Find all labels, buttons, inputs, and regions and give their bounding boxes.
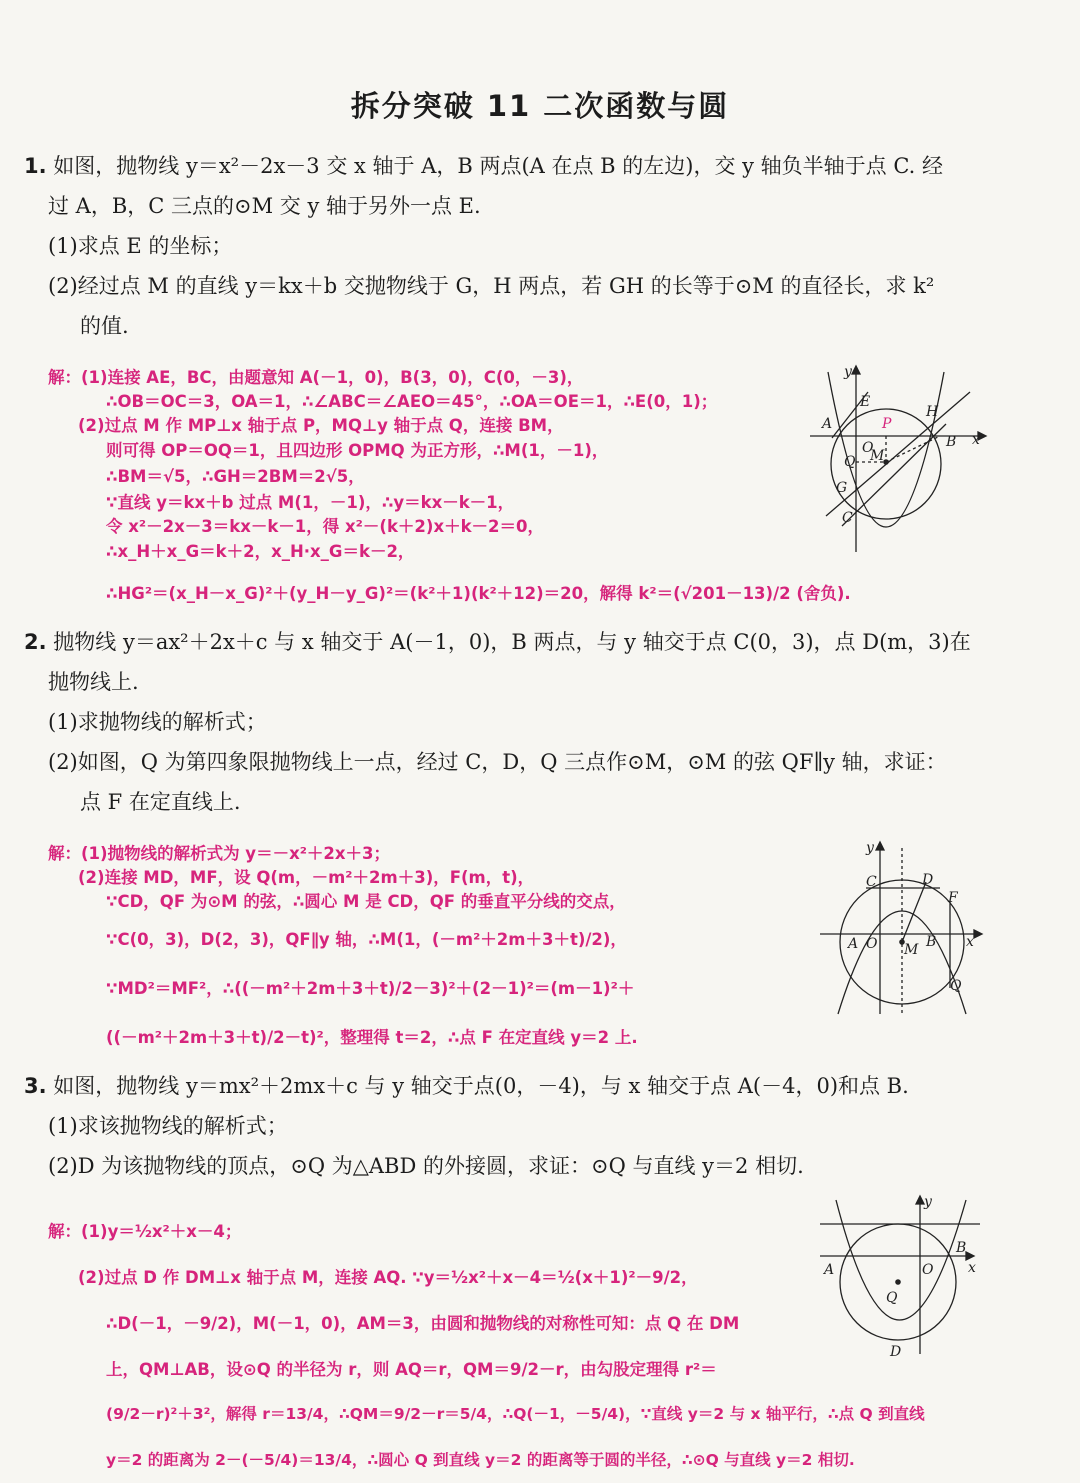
figure-3	[816, 1190, 984, 1360]
solution-1-line-3: (2)过点 M 作 MP⊥x 轴于点 P，MQ⊥y 轴于点 Q，连接 BM，	[78, 416, 564, 435]
page-title: 拆分突破 11 二次函数与圆	[350, 89, 730, 123]
figure-1	[808, 362, 990, 560]
label-q: Q	[844, 454, 856, 470]
solution-2-line-2: (2)连接 MD，MF，设 Q(m，－m²＋2m＋3)，F(m，t)，	[78, 868, 535, 887]
y-axis-arrow	[916, 1196, 924, 1204]
problem-1-part-1: (1)求点 E 的坐标；	[48, 234, 233, 258]
y-axis-arrow	[876, 842, 884, 850]
label-d: D	[922, 872, 934, 888]
label-g: G	[836, 480, 848, 496]
label-m: M	[904, 942, 919, 958]
solution-1-line-6: ∵直线 y＝kx＋b 过点 M(1，－1)，∴y＝kx－k－1，	[106, 493, 515, 512]
solution-1-line-9: ∴HG²＝(x_H－x_G)²＋(y_H－y_G)²＝(k²＋1)(k²＋12)＝20，解得 k²＝(√201－13)/2 (舍负).	[106, 584, 851, 603]
label-x: x	[972, 432, 980, 448]
point-q	[895, 1279, 901, 1285]
label-y: y	[924, 1194, 932, 1210]
solution-3-line-3: ∴D(－1，－9/2)，M(－1，0)，AM＝3，由圆和抛物线的对称性可知：点 Q 在 DM	[106, 1314, 740, 1333]
label-o: O	[922, 1262, 934, 1278]
problem-1-part-2-cont: 的值.	[80, 314, 129, 338]
label-o: O	[866, 936, 878, 952]
solution-1-line-1: 解：(1)连接 AE，BC，由题意知 A(－1，0)，B(3，0)，C(0，－3)，	[48, 368, 584, 387]
label-x: x	[966, 934, 974, 950]
label-m: M	[870, 448, 885, 464]
label-b: B	[946, 434, 957, 450]
solution-3-line-5: (9/2－r)²＋3²，解得 r＝13/4，∴QM＝9/2－r＝5/4，∴Q(－1，－5/4)，∵直线 y＝2 与 x 轴平行，∴点 Q 到直线	[106, 1405, 925, 1423]
label-x: x	[968, 1260, 976, 1276]
solution-1-line-8: ∴x_H＋x_G＝k＋2，x_H·x_G＝k－2，	[106, 542, 415, 561]
solution-2-line-6: ((－m²＋2m＋3＋t)/2－t)²，整理得 t＝2，∴点 F 在定直线 y＝2 上.	[106, 1028, 638, 1047]
problem-3-number: 3.	[24, 1074, 47, 1098]
solution-2-line-4: ∵C(0，3)，D(2，3)，QF∥y 轴，∴M(1，(－m²＋2m＋3＋t)/2)，	[106, 930, 627, 949]
x-axis-arrow	[974, 930, 982, 938]
solution-3-line-4: 上，QM⊥AB，设⊙Q 的半径为 r，则 AQ＝r，QM＝9/2－r，由勾股定理得 r²＝	[106, 1360, 717, 1379]
problem-2-part-2: (2)如图，Q 为第四象限抛物线上一点，经过 C，D，Q 三点作⊙M，⊙M 的弦 QF∥y 轴，求证：	[48, 750, 947, 774]
problem-2-part-1: (1)求抛物线的解析式；	[48, 710, 267, 734]
problem-1-part-2: (2)经过点 M 的直线 y＝kx＋b 交抛物线于 G，H 两点，若 GH 的长等于⊙M 的直径长，求 k²	[48, 274, 935, 298]
problem-1-line-1: 1. 如图，抛物线 y＝x²－2x－3 交 x 轴于 A，B 两点(A 在点 B 的左边)，交 y 轴负半轴于点 C. 经	[24, 154, 944, 178]
problem-2-line-2: 抛物线上.	[48, 670, 139, 694]
parabola	[836, 1200, 966, 1320]
label-b: B	[926, 934, 937, 950]
label-a: A	[822, 416, 833, 432]
label-h: H	[926, 404, 939, 420]
label-q: Q	[886, 1290, 898, 1306]
problem-3-part-2: (2)D 为该抛物线的顶点，⊙Q 为△ABD 的外接圆，求证：⊙Q 与直线 y＝2 相切.	[48, 1154, 804, 1178]
label-q: Q	[950, 978, 962, 994]
label-a: A	[848, 936, 859, 952]
label-c: C	[866, 874, 877, 890]
figure-2	[818, 838, 988, 1016]
label-f: F	[948, 890, 958, 906]
label-c: C	[842, 510, 853, 526]
segment-md	[902, 882, 926, 942]
label-y: y	[866, 840, 874, 856]
solution-2-line-3: ∵CD，QF 为⊙M 的弦，∴圆心 M 是 CD，QF 的垂直平分线的交点，	[106, 892, 626, 911]
problem-2-part-2-cont: 点 F 在定直线上.	[80, 790, 241, 814]
solution-1-line-2: ∴OB＝OC＝3，OA＝1，∴∠ABC＝∠AEO＝45°，∴OA＝OE＝1，∴E(0，1)；	[106, 392, 718, 411]
solution-2-line-1: 解：(1)抛物线的解析式为 y＝－x²＋2x＋3；	[48, 844, 391, 863]
problem-2-number: 2.	[24, 630, 47, 654]
problem-1-line-2: 过 A，B，C 三点的⊙M 交 y 轴于另外一点 E.	[48, 194, 481, 218]
label-a: A	[824, 1262, 835, 1278]
problem-1-number: 1.	[24, 154, 47, 178]
x-axis-arrow	[966, 1252, 974, 1260]
label-b: B	[956, 1240, 967, 1256]
solution-2-line-5: ∵MD²＝MF²，∴((－m²＋2m＋3＋t)/2－3)²＋(2－1)²＝(m－1)²＋	[106, 979, 635, 998]
label-o: O	[862, 440, 874, 456]
label-y: y	[844, 364, 852, 380]
solution-3-line-1: 解：(1)y＝½x²＋x－4；	[48, 1222, 242, 1241]
solution-1-line-4: 则可得 OP＝OQ＝1，且四边形 OPMQ 为正方形，∴M(1，－1)，	[106, 441, 609, 460]
y-axis-arrow	[852, 366, 860, 374]
label-e: E	[860, 394, 871, 410]
solution-3-line-6: y＝2 的距离为 2－(－5/4)＝13/4，∴圆心 Q 到直线 y＝2 的距离等于圆的半径，∴⊙Q 与直线 y＝2 相切.	[106, 1451, 855, 1469]
solution-3-line-2: (2)过点 D 作 DM⊥x 轴于点 M，连接 AQ. ∵y＝½x²＋x－4＝½(x＋1)²－9/2，	[78, 1268, 698, 1287]
solution-1-line-7: 令 x²－2x－3＝kx－k－1，得 x²－(k＋2)x＋k－2＝0，	[106, 517, 545, 536]
segment-bm	[886, 436, 940, 462]
problem-3-part-1: (1)求该抛物线的解析式；	[48, 1114, 288, 1138]
label-p: P	[882, 416, 892, 432]
label-d: D	[890, 1344, 902, 1360]
solution-1-line-5: ∴BM＝√5，∴GH＝2BM＝2√5，	[106, 467, 365, 486]
line-bc	[842, 424, 946, 526]
problem-2-line-1: 2. 抛物线 y＝ax²＋2x＋c 与 x 轴交于 A(－1，0)，B 两点，与 y 轴交于点 C(0，3)，点 D(m，3)在	[24, 630, 971, 654]
problem-3-line-1: 3. 如图，抛物线 y＝mx²＋2mx＋c 与 y 轴交于点(0，－4)，与 x 轴交于点 A(－4，0)和点 B.	[24, 1074, 909, 1098]
